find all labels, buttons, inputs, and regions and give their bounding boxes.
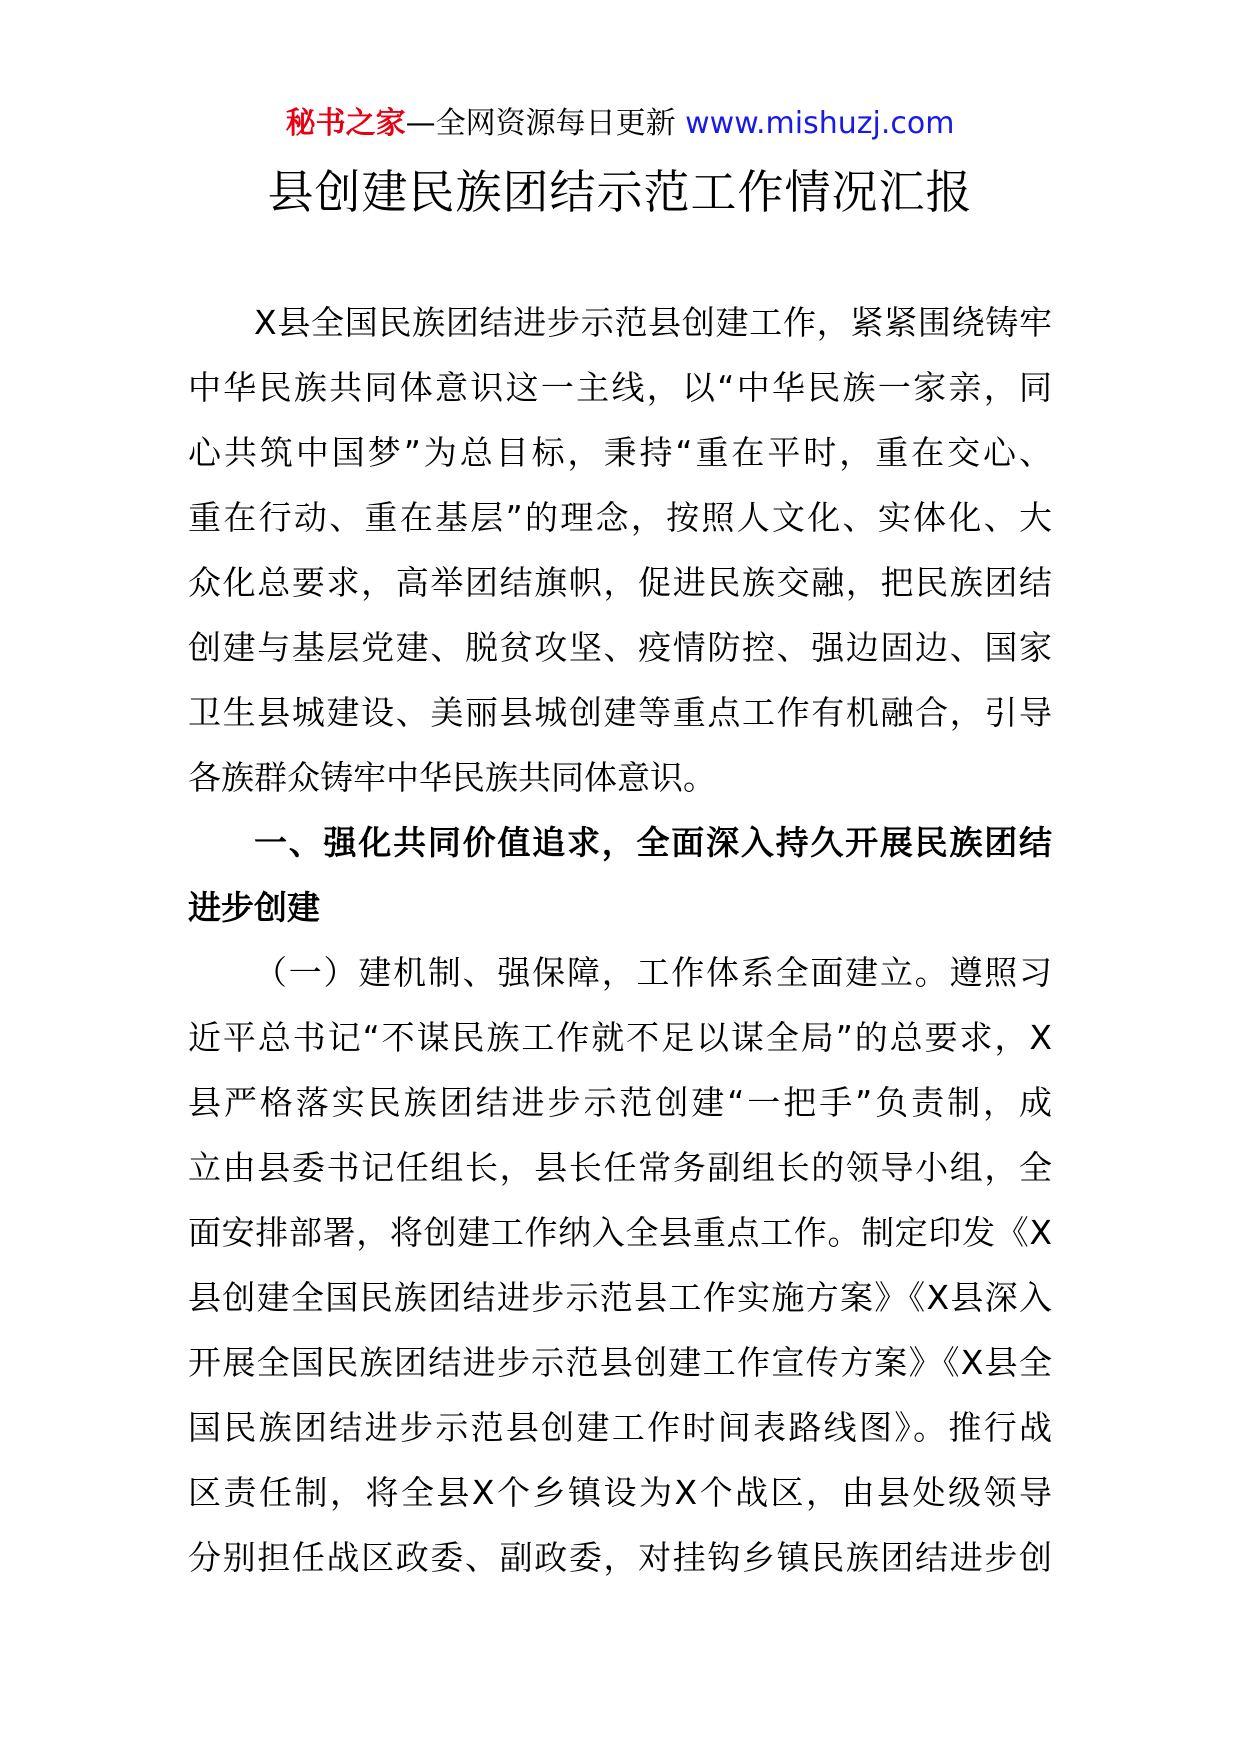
paragraph-line: 近平总书记“不谋民族工作就不足以谋全局”的总要求，X — [188, 1018, 1052, 1057]
paragraph-line: 中华民族共同体意识这一主线，以“中华民族一家亲，同 — [188, 368, 1052, 407]
paragraph-line: 面安排部署，将创建工作纳入全县重点工作。制定印发《X — [188, 1213, 1052, 1252]
brand-name: 秘书之家 — [285, 106, 406, 141]
paragraph-line: （一）建机制、强保障，工作体系全面建立。遵照习 — [254, 953, 1052, 992]
section-heading-line: 一、强化共同价值追求，全面深入持久开展民族团结 — [254, 823, 1052, 862]
site-header — [0, 104, 1240, 144]
paragraph-line: 卫生县城建设、美丽县城创建等重点工作有机融合，引导 — [188, 693, 1052, 732]
paragraph-line: 重在行动、重在基层”的理念，按照人文化、实体化、大 — [188, 498, 1052, 537]
paragraph-line: 国民族团结进步示范县创建工作时间表路线图》。推行战 — [188, 1408, 1052, 1447]
paragraph-line: 立由县委书记任组长，县长任常务副组长的领导小组，全 — [188, 1148, 1052, 1187]
header-tagline: —全网资源每日更新 — [405, 106, 676, 141]
document-body — [188, 290, 1052, 1590]
paragraph-line: 众化总要求，高举团结旗帜，促进民族交融，把民族团结 — [188, 563, 1052, 602]
site-url-link[interactable]: www.mishuzj.com — [685, 106, 955, 141]
paragraph-line: X县全国民族团结进步示范县创建工作，紧紧围绕铸牢 — [254, 303, 1052, 342]
paragraph-line: 分别担任战区政委、副政委，对挂钩乡镇民族团结进步创 — [188, 1538, 1052, 1577]
paragraph-line: 心共筑中国梦”为总目标，秉持“重在平时，重在交心、 — [188, 433, 1052, 472]
paragraph-line: 县创建全国民族团结进步示范县工作实施方案》《X县深入 — [188, 1278, 1052, 1317]
document-title: 县创建民族团结示范工作情况汇报 — [267, 165, 973, 219]
paragraph-line: 开展全国民族团结进步示范县创建工作宣传方案》《X县全 — [188, 1343, 1052, 1382]
paragraph-line: 创建与基层党建、脱贫攻坚、疫情防控、强边固边、国家 — [188, 628, 1052, 667]
paragraph-line: 区责任制，将全县X个乡镇设为X个战区，由县处级领导 — [188, 1473, 1052, 1512]
paragraph-line: 县严格落实民族团结进步示范创建“一把手”负责制，成 — [188, 1083, 1052, 1122]
paragraph-line: 各族群众铸牢中华民族共同体意识。 — [188, 758, 716, 797]
section-heading-line: 进步创建 — [188, 888, 320, 927]
